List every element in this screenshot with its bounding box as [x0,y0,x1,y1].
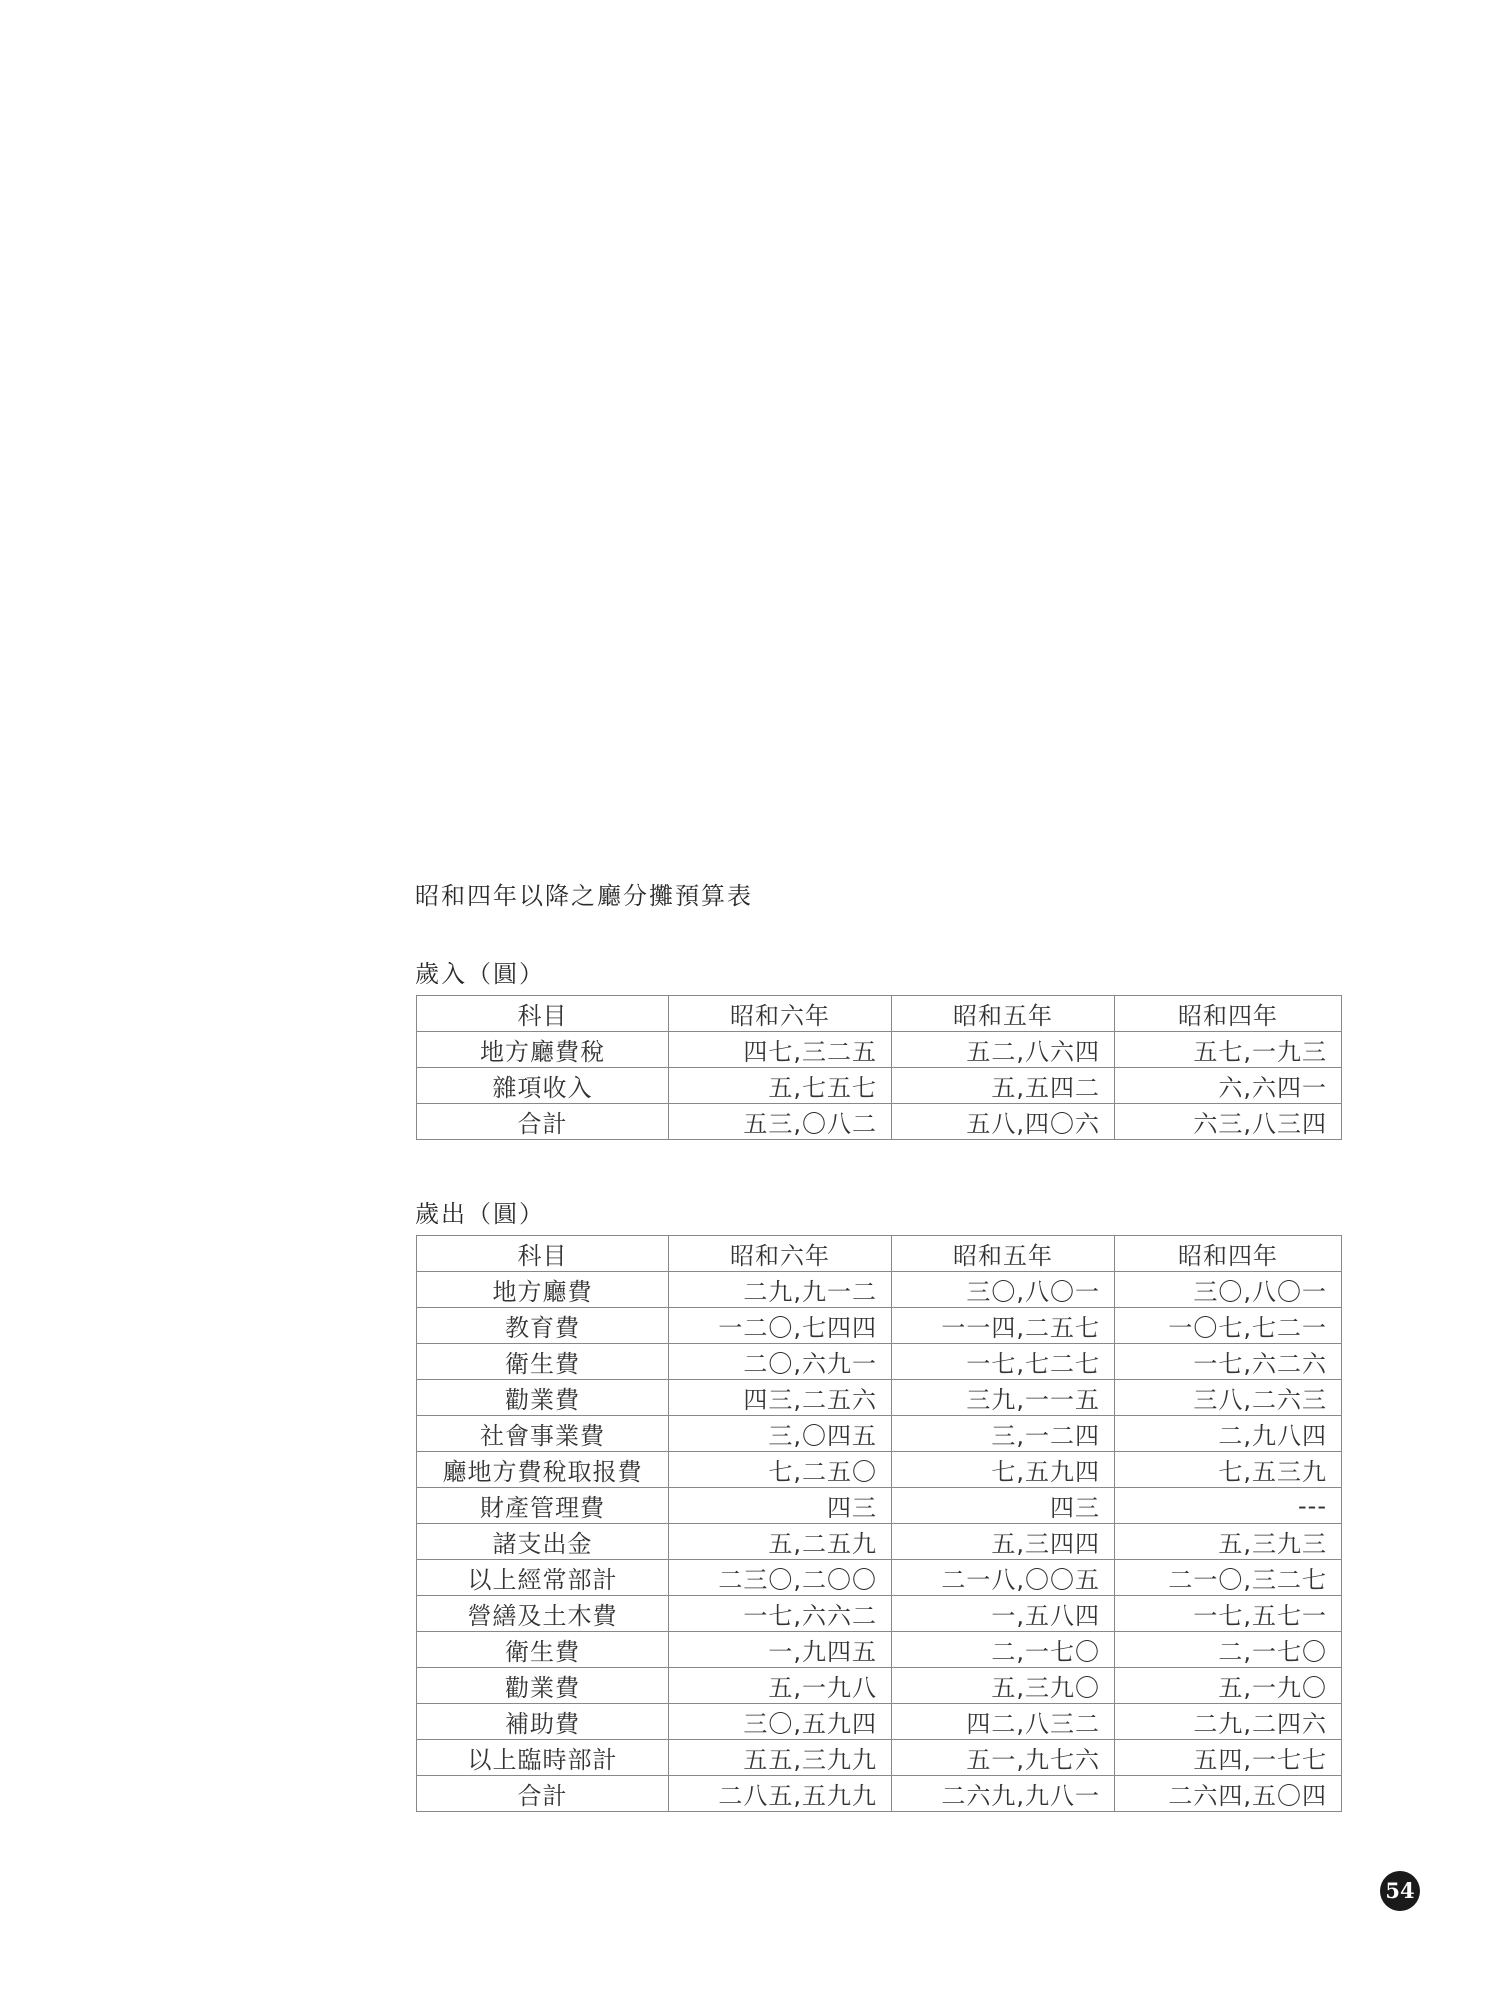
amount-cell: 五,三九〇 [892,1668,1115,1704]
amount-cell: 三,〇四五 [669,1416,892,1452]
row-item-label: 合計 [417,1104,669,1140]
expense-section-label: 歲出（圓） [415,1200,545,1228]
table-header-row [417,1236,1342,1272]
amount-cell: 四三,二五六 [669,1380,892,1416]
table-row [417,1380,1342,1416]
page-number-badge: 54 [1380,1871,1420,1911]
amount-cell: 一七,六二六 [1115,1344,1342,1380]
table-row [417,1704,1342,1740]
amount-cell: 二六九,九八一 [892,1776,1115,1812]
column-header: 科目 [417,1236,669,1272]
amount-cell: 三〇,五九四 [669,1704,892,1740]
table-row [417,1068,1342,1104]
table-row [417,1032,1342,1068]
amount-cell: 四三 [669,1488,892,1524]
amount-cell: 三〇,八〇一 [1115,1272,1342,1308]
amount-cell: 二一〇,三二七 [1115,1560,1342,1596]
table-row [417,1344,1342,1380]
amount-cell: 五,五四二 [892,1068,1115,1104]
table-row [417,1104,1342,1140]
row-item-label: 營繕及土木費 [417,1596,669,1632]
amount-cell: 六三,八三四 [1115,1104,1342,1140]
row-item-label: 財產管理費 [417,1488,669,1524]
amount-cell: 五,七五七 [669,1068,892,1104]
row-item-label: 雜項收入 [417,1068,669,1104]
table-row [417,1416,1342,1452]
table-row [417,1632,1342,1668]
table-row [417,1596,1342,1632]
amount-cell: 四二,八三二 [892,1704,1115,1740]
amount-cell: 五,一九八 [669,1668,892,1704]
row-item-label: 諸支出金 [417,1524,669,1560]
table-header-row [417,996,1342,1032]
row-item-label: 補助費 [417,1704,669,1740]
income-table [416,995,1342,1140]
table-row [417,1740,1342,1776]
row-item-label: 以上經常部計 [417,1560,669,1596]
amount-cell: 一〇七,七二一 [1115,1308,1342,1344]
amount-cell: 五,一九〇 [1115,1668,1342,1704]
amount-cell: 七,五三九 [1115,1452,1342,1488]
amount-cell: 二,一七〇 [1115,1632,1342,1668]
row-item-label: 廳地方費稅取报費 [417,1452,669,1488]
amount-cell: 二三〇,二〇〇 [669,1560,892,1596]
table-row [417,1488,1342,1524]
amount-cell: 三九,一一五 [892,1380,1115,1416]
row-item-label: 地方廳費 [417,1272,669,1308]
amount-cell: 二八五,五九九 [669,1776,892,1812]
amount-cell: 一,九四五 [669,1632,892,1668]
table-row [417,1272,1342,1308]
amount-cell: 一一四,二五七 [892,1308,1115,1344]
amount-cell: 一七,六六二 [669,1596,892,1632]
amount-cell: 三,一二四 [892,1416,1115,1452]
amount-cell: 五一,九七六 [892,1740,1115,1776]
amount-cell: 二〇,六九一 [669,1344,892,1380]
amount-cell: 五三,〇八二 [669,1104,892,1140]
table-row [417,1308,1342,1344]
amount-cell: 七,五九四 [892,1452,1115,1488]
table-row [417,1524,1342,1560]
row-item-label: 教育費 [417,1308,669,1344]
amount-cell: 二一八,〇〇五 [892,1560,1115,1596]
amount-cell: 五七,一九三 [1115,1032,1342,1068]
column-header: 昭和四年 [1115,1236,1342,1272]
column-header: 昭和六年 [669,1236,892,1272]
amount-cell: 三〇,八〇一 [892,1272,1115,1308]
column-header: 昭和五年 [892,996,1115,1032]
amount-cell: 一七,七二七 [892,1344,1115,1380]
column-header: 昭和六年 [669,996,892,1032]
table-row [417,1452,1342,1488]
table-row [417,1776,1342,1812]
amount-cell: 一二〇,七四四 [669,1308,892,1344]
row-item-label: 社會事業費 [417,1416,669,1452]
amount-cell: 六,六四一 [1115,1068,1342,1104]
column-header: 昭和五年 [892,1236,1115,1272]
amount-cell: 三八,二六三 [1115,1380,1342,1416]
row-item-label: 衛生費 [417,1632,669,1668]
row-item-label: 勸業費 [417,1668,669,1704]
amount-cell: 二九,二四六 [1115,1704,1342,1740]
table-row [417,1560,1342,1596]
row-item-label: 合計 [417,1776,669,1812]
amount-cell: 七,二五〇 [669,1452,892,1488]
amount-cell: 五,三四四 [892,1524,1115,1560]
row-item-label: 以上臨時部計 [417,1740,669,1776]
amount-cell: 五,二五九 [669,1524,892,1560]
row-item-label: 勸業費 [417,1380,669,1416]
column-header: 科目 [417,996,669,1032]
amount-cell: 二九,九一二 [669,1272,892,1308]
page-title: 昭和四年以降之廳分攤預算表 [415,882,753,910]
row-item-label: 衛生費 [417,1344,669,1380]
amount-cell: 二,一七〇 [892,1632,1115,1668]
amount-cell: 五四,一七七 [1115,1740,1342,1776]
income-section-label: 歲入（圓） [415,960,545,988]
column-header: 昭和四年 [1115,996,1342,1032]
row-item-label: 地方廳費稅 [417,1032,669,1068]
amount-cell: 五八,四〇六 [892,1104,1115,1140]
amount-cell: 一,五八四 [892,1596,1115,1632]
amount-cell: 四三 [892,1488,1115,1524]
amount-cell: 二,九八四 [1115,1416,1342,1452]
amount-cell: 一七,五七一 [1115,1596,1342,1632]
amount-cell: 五,三九三 [1115,1524,1342,1560]
amount-cell: 二六四,五〇四 [1115,1776,1342,1812]
amount-cell: 四七,三二五 [669,1032,892,1068]
table-row [417,1668,1342,1704]
expense-table [416,1235,1342,1812]
amount-cell: --- [1115,1488,1342,1524]
amount-cell: 五二,八六四 [892,1032,1115,1068]
amount-cell: 五五,三九九 [669,1740,892,1776]
